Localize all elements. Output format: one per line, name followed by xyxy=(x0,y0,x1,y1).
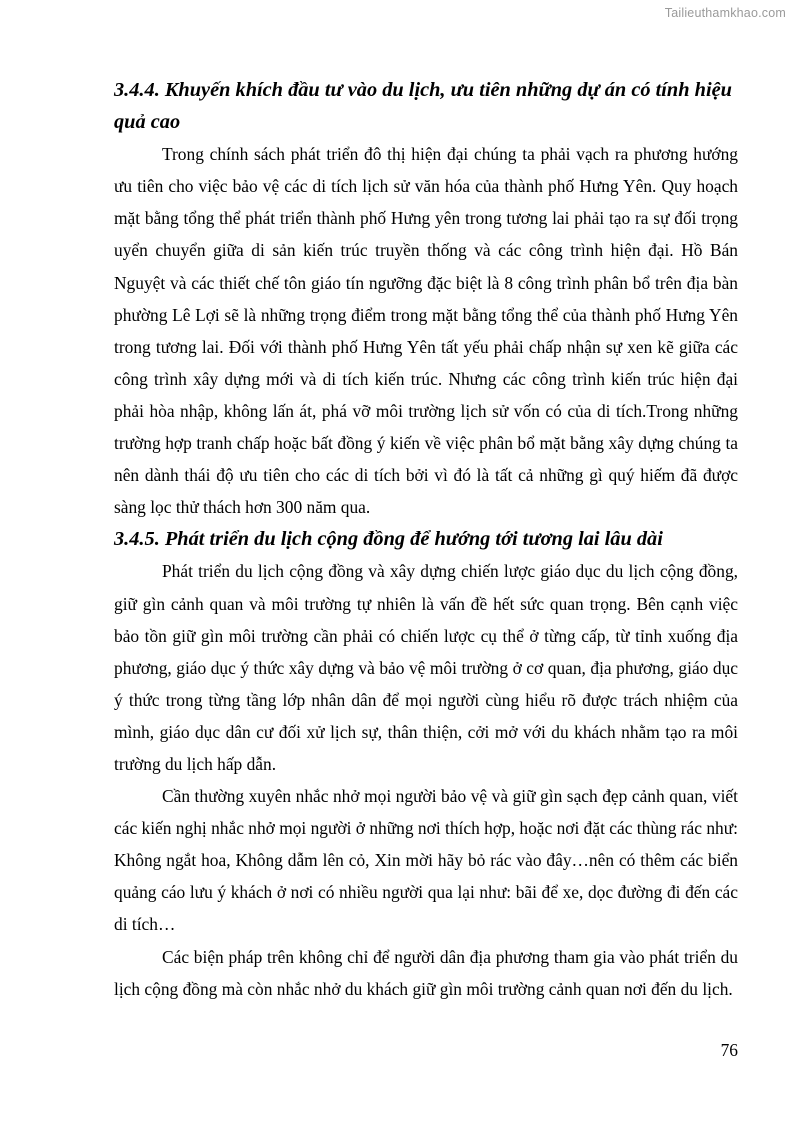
watermark: Tailieuthamkhao.com xyxy=(664,6,786,20)
section-heading-3-4-4: 3.4.4. Khuyến khích đầu tư vào du lịch, ưu tiên những dự án có tính hiệu quả cao xyxy=(114,79,732,134)
section-3-4-5-paragraph-2: Cần thường xuyên nhắc nhở mọi người bảo vệ và giữ gìn sạch đẹp cảnh quan, viết các kiến nghị nhắc nhở mọi người ở những nơi thích hợp, hoặc nơi đặt các thùng rác như: Không ngắt hoa, Không dẫm lên cỏ, Xin mời hãy bỏ rác vào đây…nên có thêm các biển quảng cáo lưu ý khách ở nơi có nhiều người qua lại như: bãi để xe, dọc đường đi đến các di tích… xyxy=(114,786,738,935)
document-body xyxy=(114,74,738,1005)
section-3-4-4-paragraph: Trong chính sách phát triển đô thị hiện đại chúng ta phải vạch ra phương hướng ưu tiên cho việc bảo vệ các di tích lịch sử văn hóa của thành phố Hưng Yên. Quy hoạch mặt bằng tổng thể phát triển thành phố Hưng yên trong tương lai phải tạo ra sự đối trọng uyển chuyển giữa di sản kiến trúc truyền thống và các công trình hiện đại. Hồ Bán Nguyệt và các thiết chế tôn giáo tín ngưỡng đặc biệt là 8 công trình phân bổ trên địa bàn phường Lê Lợi sẽ là những trọng điểm trong mặt bằng tổng thể của thành phố Hưng Yên trong tương lai. Đối với thành phố Hưng Yên tất yếu phải chấp nhận sự xen kẽ giữa các công trình xây dựng mới và di tích kiến trúc. Nhưng các công trình kiến trúc hiện đại phải hòa nhập, không lấn át, phá vỡ môi trường lịch sử vốn có của di tích.Trong những trường hợp tranh chấp hoặc bất đồng ý kiến về việc phân bổ mặt bằng xây dựng chúng ta nên dành thái độ ưu tiên cho các di tích bởi vì đó là tất cả những gì quý hiếm đã được sàng lọc thử thách hơn 300 năm qua. xyxy=(114,144,738,518)
section-heading-3-4-5: 3.4.5. Phát triển du lịch cộng đồng để hướng tới tương lai lâu dài xyxy=(114,528,663,551)
section-3-4-5-paragraph-3: Các biện pháp trên không chỉ để người dân địa phương tham gia vào phát triển du lịch cộng đồng mà còn nhắc nhở du khách giữ gìn môi trường cảnh quan nơi đến du lịch. xyxy=(114,946,738,999)
page-number: 76 xyxy=(720,1040,738,1060)
section-3-4-5-paragraph-1: Phát triển du lịch cộng đồng và xây dựng chiến lược giáo dục du lịch cộng đồng, giữ gìn cảnh quan và môi trường tự nhiên là vấn đề hết sức quan trọng. Bên cạnh việc bảo tồn giữ gìn môi trường cần phải có chiến lược cụ thể ở từng cấp, từ tỉnh xuống địa phương, giáo dục ý thức xây dựng và bảo vệ môi trường ở cơ quan, địa phương, giáo dục ý thức trong từng tầng lớp nhân dân để mọi người cùng hiểu rõ được trách nhiệm của mình, giáo dục dân cư đối xử lịch sự, thân thiện, cởi mở với du khách nhằm tạo ra môi trường du lịch hấp dẫn. xyxy=(114,561,738,774)
